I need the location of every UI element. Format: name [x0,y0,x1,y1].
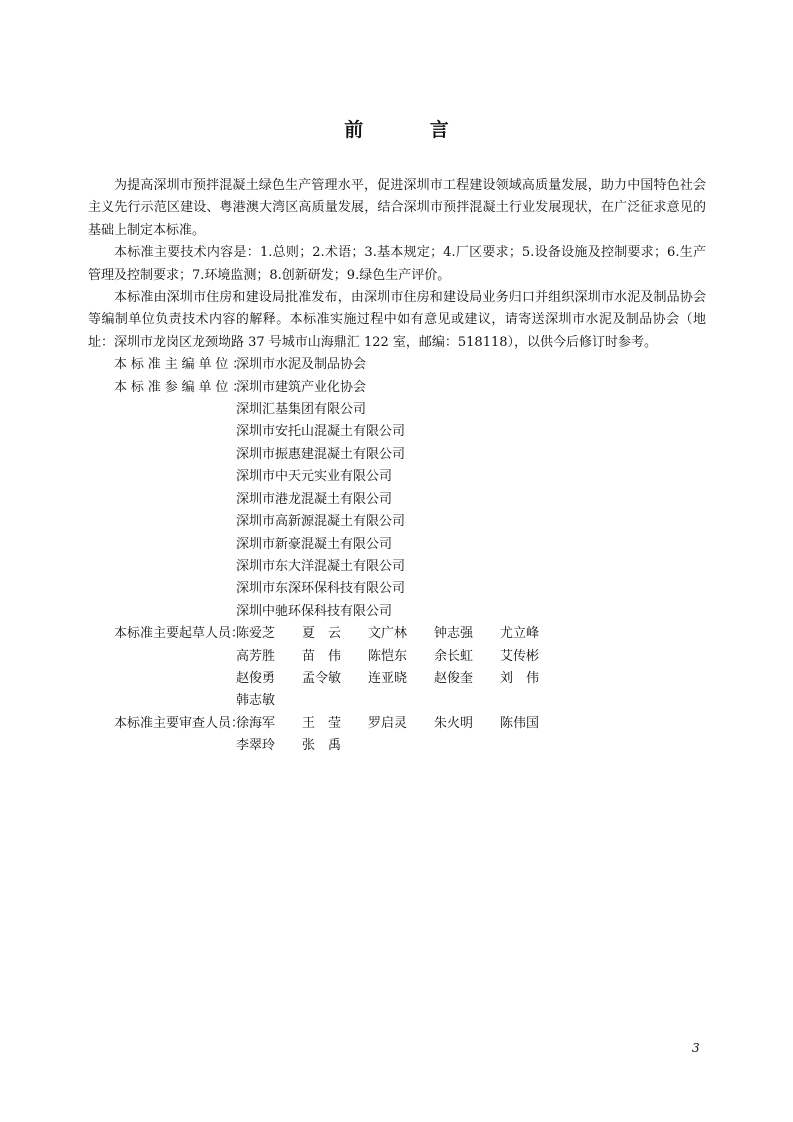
chief-editor-units [236,354,366,376]
drafter-name: 陈爱芝 [236,626,276,642]
drafter-name: 孟令敏 [302,670,342,686]
reviewers-names [236,713,566,758]
chief-editor-unit: 深圳市水泥及制品协会 [236,357,367,373]
drafter-name: 艾传彬 [500,648,540,664]
drafters-row [88,623,706,713]
participating-unit: 深圳市安托山混凝土有限公司 [236,424,406,440]
chief-editor-label: 本标准主编单位： [114,357,250,373]
drafter-name: 钟志强 [434,626,474,642]
drafter-name: 赵俊勇 [236,670,276,686]
participating-unit: 深圳市港龙混凝土有限公司 [236,491,393,507]
page-title: 前 言 [344,119,479,141]
reviewers-row [88,713,706,758]
drafters-names [236,623,566,713]
participating-label: 本标准参编单位： [114,379,250,395]
reviewers-label: 本标准主要审查人员： [114,715,245,731]
participating-unit: 深圳市中天元实业有限公司 [236,469,393,485]
participating-unit: 深圳市新豪混凝土有限公司 [236,536,393,552]
drafter-name: 陈恺东 [368,648,408,664]
reviewer-name: 张 禹 [302,738,342,754]
participating-units [236,377,405,623]
participating-row [88,377,706,623]
paragraph-publication: 本标准由深圳市住房和建设局批准发布，由深圳市住房和建设局业务归口并组织深圳市水泥及制品协会等编制单位负责技术内容的解释。本标准实施过程中如有意见或建议，请寄送深圳市水泥及制品协会（地址：深圳市龙岗区龙颈坳路 37 号城市山海鼎汇 122 室，邮编：518118），以供今后修订时参考。 [88,290,706,350]
drafters-label: 本标准主要起草人员： [114,626,245,642]
participating-unit: 深圳市东深环保科技有限公司 [236,581,406,597]
page-number: 3 [692,1041,700,1055]
paragraph-purpose: 为提高深圳市预拌混凝土绿色生产管理水平，促进深圳市工程建设领域高质量发展，助力中国特色社会主义先行示范区建设、粤港澳大湾区高质量发展，结合深圳市预拌混凝土行业发展现状，在广泛征求意见的基础上制定本标准。 [88,178,706,238]
reviewer-name: 徐海军 [236,715,276,731]
drafter-name: 余长虹 [434,648,474,664]
participating-unit: 深圳汇基集团有限公司 [236,402,367,418]
reviewer-name: 陈伟国 [500,715,540,731]
drafter-name: 苗 伟 [302,648,342,664]
participating-unit: 深圳市振惠建混凝土有限公司 [236,446,406,462]
drafter-name: 刘 伟 [500,670,540,686]
drafter-name: 夏 云 [302,626,342,642]
participating-unit: 深圳市东大洋混凝土有限公司 [236,558,406,574]
drafter-name: 文广林 [368,626,408,642]
drafter-name: 赵俊奎 [434,670,474,686]
participating-unit: 深圳市高新源混凝土有限公司 [236,514,406,530]
drafter-name: 高芳胜 [236,648,276,664]
reviewer-name: 李翠玲 [236,738,276,754]
chief-editor-row [88,354,706,376]
reviewer-name: 罗启灵 [368,715,408,731]
foreword-body [88,175,706,758]
participating-unit: 深圳市建筑产业化协会 [236,379,367,395]
reviewer-name: 王 莹 [302,715,342,731]
drafter-name: 韩志敏 [236,693,276,709]
paragraph-contents: 本标准主要技术内容是：1.总则；2.术语；3.基本规定；4.厂区要求；5.设备设施及控制要求；6.生产管理及控制要求；7.环境监测；8.创新研发；9.绿色生产评价。 [88,245,706,283]
reviewer-name: 朱火明 [434,715,474,731]
participating-unit: 深圳中驰环保科技有限公司 [236,603,393,619]
drafter-name: 尤立峰 [500,626,540,642]
drafter-name: 连亚晓 [368,670,408,686]
